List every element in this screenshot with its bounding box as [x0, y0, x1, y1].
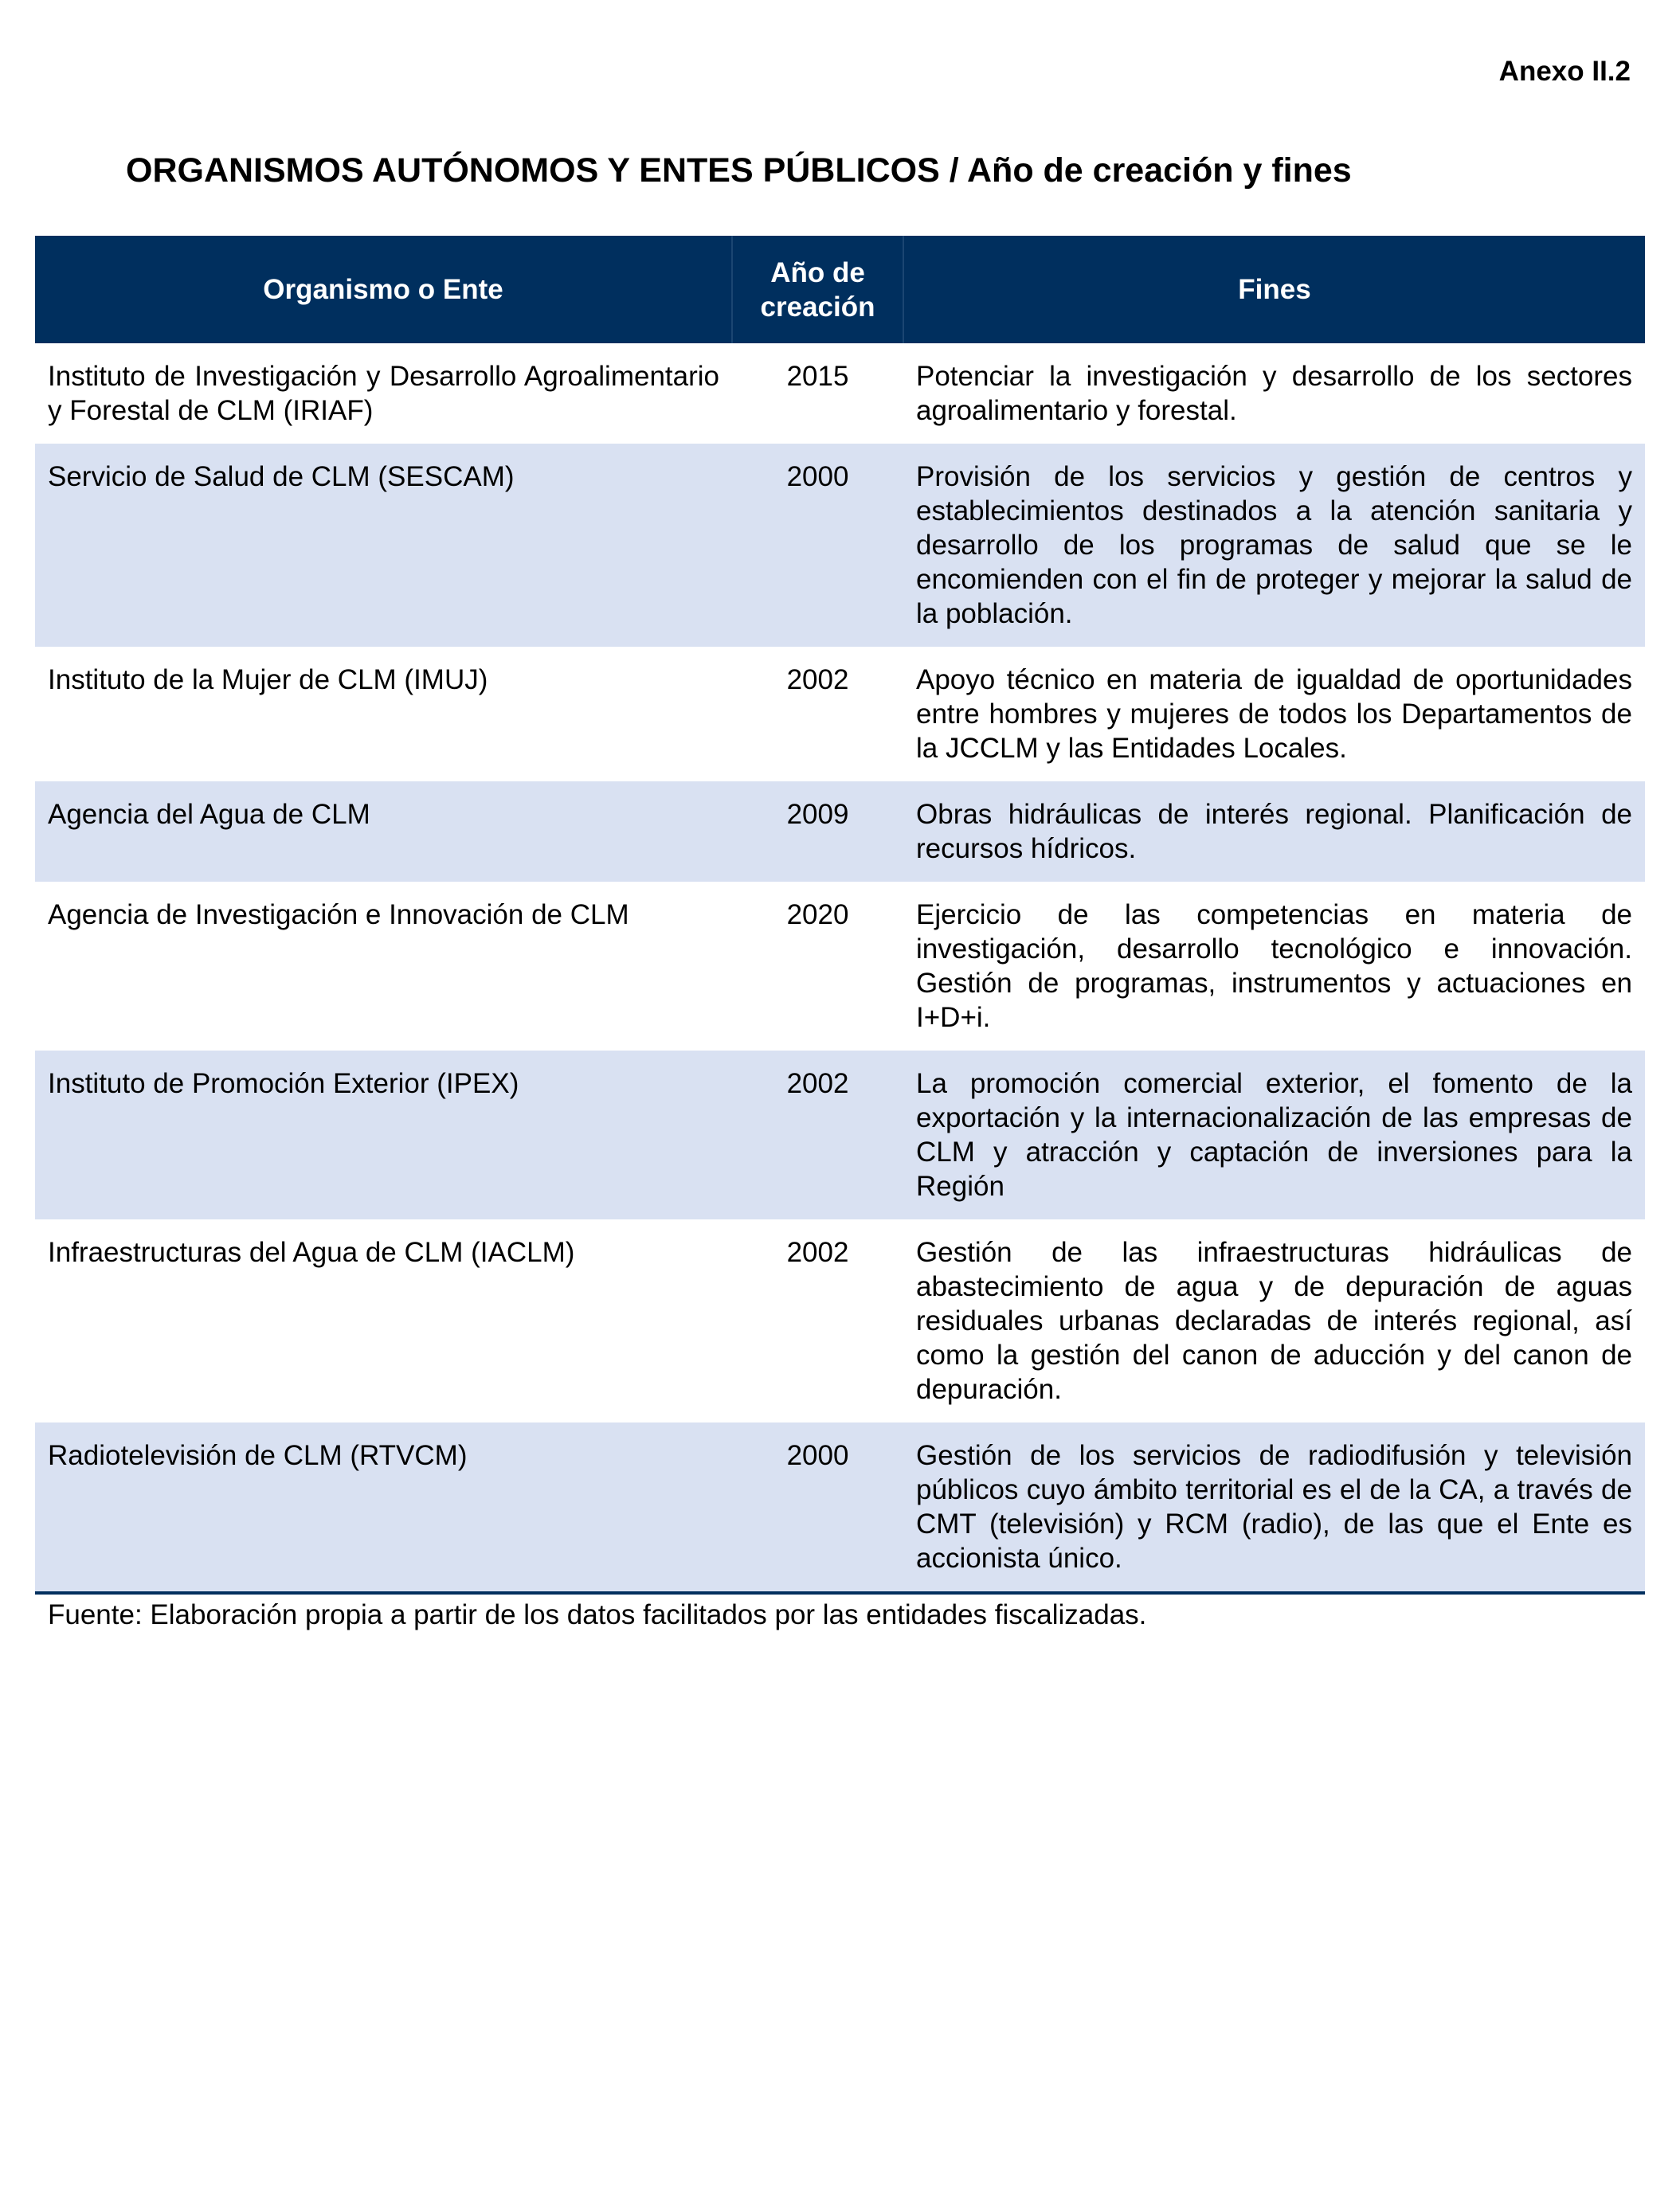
- aims-cell: La promoción comercial exterior, el fomento de la exportación y la internacionalización de las empresas de CLM y atracción y captación de inversiones para la Región: [903, 1051, 1645, 1219]
- table-row: [35, 647, 1645, 781]
- page-title: ORGANISMOS AUTÓNOMOS Y ENTES PÚBLICOS / Año de creación y fines: [126, 151, 1352, 190]
- year-cell: 2015: [786, 361, 849, 392]
- header-year: [732, 236, 903, 343]
- header-year-line2: creación: [760, 291, 875, 323]
- entities-table: [35, 236, 1645, 1595]
- table-row: [35, 1422, 1645, 1593]
- year-cell: 2000: [732, 1422, 903, 1593]
- entity-cell: Instituto de la Mujer de CLM (IMUJ): [48, 664, 488, 695]
- year-cell: 2002: [786, 1237, 849, 1268]
- year-cell: 2000: [732, 444, 903, 647]
- entity-cell: Instituto de Investigación y Desarrollo Agroalimentario y Forestal de CLM (IRIAF): [48, 361, 719, 426]
- header-year-line1: Año de: [770, 256, 865, 288]
- aims-cell: Apoyo técnico en materia de igualdad de oportunidades entre hombres y mujeres de todos los Departamentos de la JCCLM y las Entidades Locales.: [916, 664, 1632, 764]
- aims-cell: Obras hidráulicas de interés regional. Planificación de recursos hídricos.: [903, 781, 1645, 882]
- entity-cell: Agencia de Investigación e Innovación de CLM: [48, 899, 629, 930]
- entity-cell: Agencia del Agua de CLM: [35, 781, 732, 882]
- year-cell: 2020: [786, 899, 849, 930]
- entity-cell: Radiotelevisión de CLM (RTVCM): [35, 1422, 732, 1593]
- aims-cell: Gestión de las infraestructuras hidráulicas de abastecimiento de agua y de depuración de aguas residuales urbanas declaradas de interés regional, así como la gestión del canon de aducción y del canon de depuración.: [916, 1237, 1632, 1405]
- header-aims: Fines: [903, 236, 1645, 343]
- aims-cell: Potenciar la investigación y desarrollo de los sectores agroalimentario y forestal.: [916, 361, 1632, 426]
- table-row: [35, 781, 1645, 882]
- header-entity: Organismo o Ente: [35, 236, 732, 343]
- table-row: [35, 1219, 1645, 1422]
- aims-cell: Provisión de los servicios y gestión de centros y establecimientos destinados a la atención sanitaria y desarrollo de los programas de salud que se le encomienden con el fin de proteger y mejorar la salud de la población.: [903, 444, 1645, 647]
- year-cell: 2002: [732, 1051, 903, 1219]
- year-cell: 2009: [732, 781, 903, 882]
- table-row: [35, 444, 1645, 647]
- entities-table-container: [35, 236, 1645, 1631]
- entity-cell: Instituto de Promoción Exterior (IPEX): [35, 1051, 732, 1219]
- annex-label: Anexo II.2: [1498, 56, 1631, 87]
- table-row: [35, 1051, 1645, 1219]
- year-cell: 2002: [786, 664, 849, 695]
- entity-cell: Servicio de Salud de CLM (SESCAM): [35, 444, 732, 647]
- source-note: Fuente: Elaboración propia a partir de los datos facilitados por las entidades fiscalizadas.: [48, 1599, 1147, 1630]
- table-header-row: [35, 236, 1645, 343]
- table-row: [35, 343, 1645, 444]
- aims-cell: Ejercicio de las competencias en materia de investigación, desarrollo tecnológico e innovación. Gestión de programas, instrumentos y actuaciones en I+D+i.: [916, 899, 1632, 1033]
- table-row: [35, 882, 1645, 1051]
- entity-cell: Infraestructuras del Agua de CLM (IACLM): [48, 1237, 575, 1268]
- aims-cell: Gestión de los servicios de radiodifusión y televisión públicos cuyo ámbito territorial es el de la CA, a través de CMT (televisión) y RCM (radio), de las que el Ente es accionista único.: [903, 1422, 1645, 1593]
